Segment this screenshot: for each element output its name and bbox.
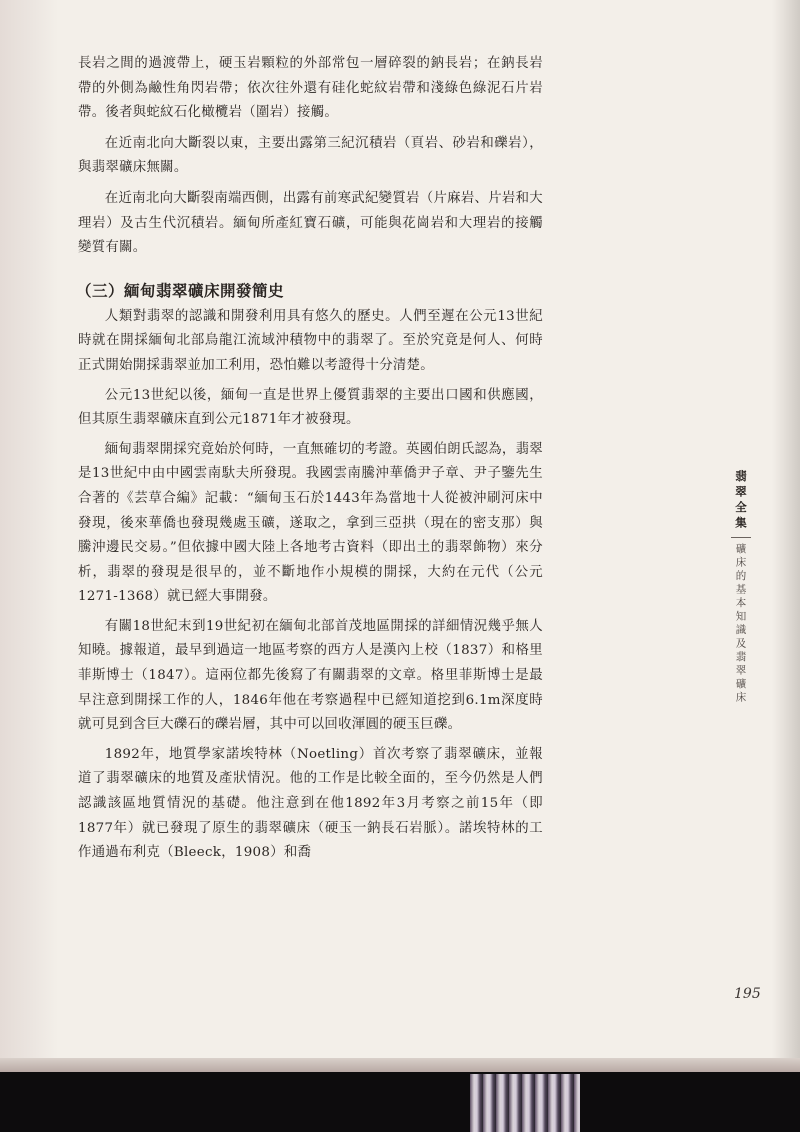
paragraph: 公元13世紀以後，緬甸一直是世界上優質翡翠的主要出口國和供應國，但其原生翡翠礦床直到公元1871年才被發現。 — [78, 387, 543, 428]
scan-glare — [470, 1074, 580, 1132]
chapter-title: 礦床的基本知識及翡翠礦床 — [734, 543, 747, 705]
section-heading: （三）緬甸翡翠礦床開發簡史 — [76, 280, 285, 300]
binding-shadow — [0, 0, 58, 1132]
page-number: 195 — [734, 986, 761, 1002]
paragraph-continued: 長岩之間的過渡帶上，硬玉岩顆粒的外部常包一層碎裂的鈉長岩；在鈉長岩帶的外側為鹼性角閃岩帶；依次往外還有硅化蛇紋岩帶和淺綠色綠泥石片岩帶。後者與蛇紋石化橄欖岩（圍岩）接觸。 — [78, 56, 543, 121]
paragraph: 1892年，地質學家諾埃特林（Noetling）首次考察了翡翠礦床，並報道了翡翠礦床的地質及產狀情況。他的工作是比較全面的，至今仍然是人們認識該區地質情況的基礎。他注意到在他1892年3月考察之前15年（即1877年）就已發現了原生的翡翠礦床（硬玉一鈉長石岩脈）。諾埃特林的工作通過布利克（Bleeck，1908）和喬 — [78, 746, 543, 861]
book-title: 翡翠全集 — [734, 470, 748, 532]
divider — [731, 537, 751, 538]
page-body — [78, 52, 543, 866]
paragraph: 在近南北向大斷裂南端西側，出露有前寒武紀變質岩（片麻岩、片岩和大理岩）及古生代沉積岩。緬甸所產紅寶石礦，可能與花崗岩和大理岩的接觸變質有關。 — [78, 190, 543, 256]
paragraph: 在近南北向大斷裂以東，主要出露第三紀沉積岩（頁岩、砂岩和礫岩），與翡翠礦床無關。 — [78, 135, 543, 176]
paragraph: 人類對翡翠的認識和開發利用具有悠久的歷史。人們至遲在公元13世紀時就在開採緬甸北部烏龍江流域沖積物中的翡翠了。至於究竟是何人、何時正式開始開採翡翠並加工利用，恐怕難以考證得十分清楚。 — [78, 308, 543, 373]
scan-background — [0, 1072, 800, 1132]
chapter-side-tab — [728, 470, 754, 705]
book-cover-edge — [0, 1058, 800, 1072]
paragraph: 緬甸翡翠開採究竟始於何時，一直無確切的考證。英國伯朗氏認為，翡翠是13世紀中由中國雲南馱夫所發現。我國雲南騰沖華僑尹子章、尹子鑒先生合著的《芸草合編》記載：“緬甸玉石於1443年為當地十人從被沖刷河床中發現，後來華僑也發現幾處玉礦，遂取之，拿到三亞拱（現在的密支那）與騰沖邊民交易。”但依據中國大陸上各地考古資料（即出土的翡翠飾物）來分析，翡翠的發現是很早的，並不斷地作小規模的開採，大約在元代（公元1271-1368）就已經大事開發。 — [78, 441, 543, 605]
paragraph: 有關18世紀末到19世紀初在緬甸北部首茂地區開採的詳細情況幾乎無人知曉。據報道，最早到過這一地區考察的西方人是漢內上校（1837）和格里菲斯博士（1847）。這兩位都先後寫了有關翡翠的文章。格里菲斯博士是最早注意到開採工作的人，1846年他在考察過程中已經知道挖到6.1m深度時就可見到含巨大礫石的礫岩層，其中可以回收渾圓的硬玉巨礫。 — [78, 618, 543, 733]
page-edge-shadow — [772, 0, 800, 1132]
